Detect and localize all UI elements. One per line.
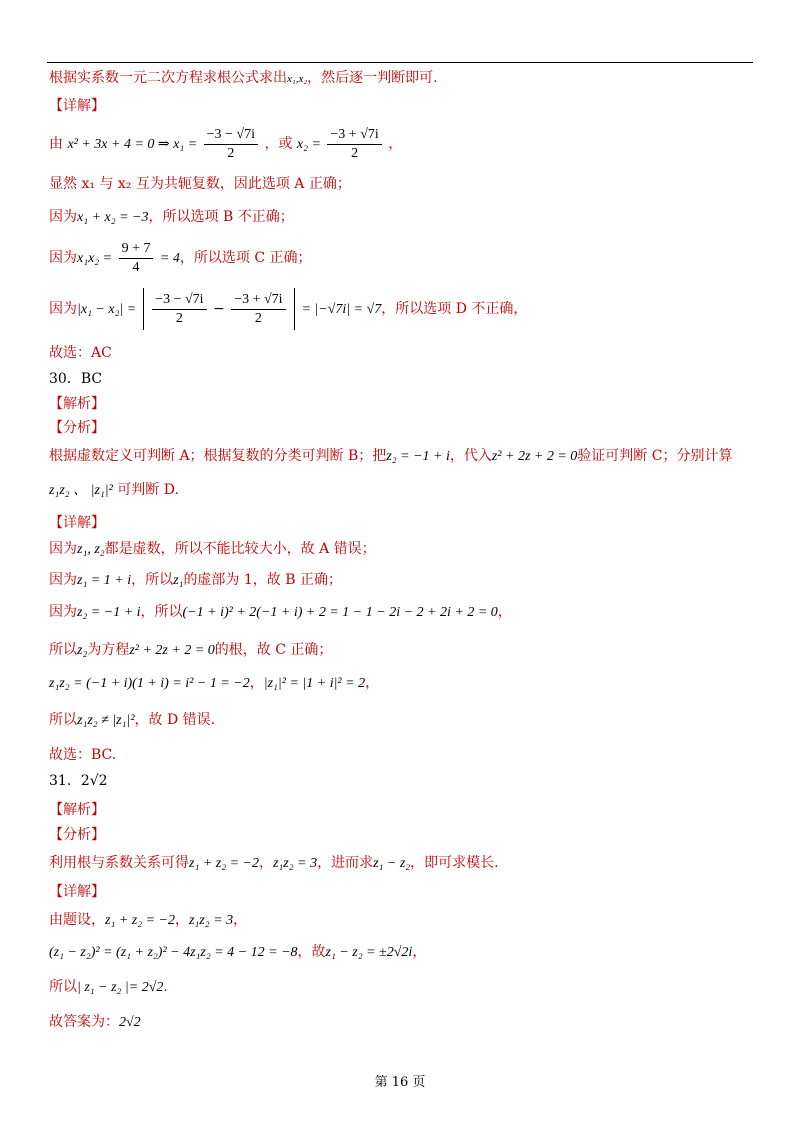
q29-analysis-tail: ，然后逐一判断即可. (307, 70, 438, 86)
q30-detail-c1-prefix: 因为 (49, 604, 77, 620)
q30-head: 30．BC (49, 371, 103, 387)
q30-detail-c2-eq: z² + 2z + 2 = 0 (129, 643, 215, 658)
q30-detail-d2-prefix: 所以 (49, 712, 77, 728)
q29-option-b (49, 207, 294, 228)
q29-option-c-lhs: x₁x₂ = (77, 251, 113, 266)
q30-detail-a-tail: 都是虚数，所以不能比较大小，故 A 错误； (104, 541, 376, 557)
q31-detail-line1 (49, 910, 247, 931)
q30-jiexi-label: 【解析】 (49, 396, 105, 412)
q29-analysis-line (49, 68, 438, 89)
q29-roots-mid: ，或 (264, 136, 293, 152)
q30-detail-c1-calc: (−1 + i)² + 2(−1 + i) + 2 = 1 − 1 − 2i − 2 + 2i + 2 = 0 (182, 605, 498, 620)
q29-root2-fraction (327, 126, 381, 163)
q30-detail-c1 (49, 602, 512, 623)
q31-answer-value: 2√2 (119, 1015, 141, 1030)
q29-analysis-text: 根据实系数一元二次方程求根公式求出 (49, 70, 287, 86)
q31-detail-line2-end: ， (412, 944, 427, 960)
q30-detail-a (49, 539, 376, 560)
q31-answer-prefix: 故答案为： (49, 1014, 119, 1030)
abs-bar-left (143, 288, 144, 330)
q29-root2-num: −3 + √7i (327, 126, 381, 145)
q31-fenxi-label: 【分析】 (49, 827, 105, 843)
q30-detail-c2-prefix: 所以 (49, 642, 77, 658)
q30-answer: 故选：BC. (49, 747, 117, 763)
q30-analysis-eq1: z₂ = −1 + i (386, 449, 450, 464)
q30-detail-d2-tail: ，故 D 错误. (134, 712, 216, 728)
q29-option-b-eq: x₁ + x₂ = −3 (77, 210, 149, 225)
q31-detail-line1-eq2: z₁z₂ = 3 (188, 913, 234, 928)
q31-analysis-text: 利用根与系数关系可得 (49, 855, 189, 871)
q29-option-a: 显然 x₁ 与 x₂ 互为共轭复数，因此选项 A 正确； (49, 176, 351, 192)
q29-roots-line (49, 124, 402, 165)
q31-detail-line1-prefix: 由题设， (49, 912, 105, 928)
q30-detail-d1-end: ， (365, 675, 380, 691)
q30-detail-b-tail: 的虚部为 1，故 B 正确； (183, 572, 342, 588)
q29-option-d (49, 286, 527, 333)
q30-detail-c2-var: z₂ (77, 643, 88, 658)
q31-detail-line3-end: . (163, 979, 168, 995)
q31-analysis-mid: ， (258, 855, 273, 871)
q31-analysis-eq2: z₁z₂ = 3 (272, 856, 318, 871)
q30-analysis-mid: ，代入 (449, 448, 492, 464)
q30-analysis-eq2: z² + 2z + 2 = 0 (491, 449, 578, 464)
q30-detail-d2-eq: z₁z₂ ≠ |z₁|² (77, 713, 135, 728)
q31-answer (49, 1012, 141, 1033)
q31-head: 31．2√2 (49, 773, 108, 789)
q29-option-c-num: 9 + 7 (119, 240, 154, 259)
q30-detail-d1-calc2: |z₁|² = |1 + i|² = 2 (263, 676, 366, 691)
q31-analysis-line (49, 853, 499, 874)
q31-detail-line1-end: ， (233, 912, 248, 928)
header-rule (47, 62, 753, 63)
q29-option-d-num1: −3 − √7i (152, 291, 206, 310)
q31-detail-line2 (49, 942, 426, 963)
q30-detail-c2-tail: 的根，故 C 正确； (214, 642, 333, 658)
q30-detail-c1-end: ， (497, 604, 512, 620)
q30-detail-c1-mid: ，所以 (140, 604, 183, 620)
q29-option-d-den1: 2 (175, 310, 183, 326)
q29-root1-fraction (204, 126, 258, 163)
q31-analysis-eq1: z₁ + z₂ = −2 (189, 856, 259, 871)
q30-detail-b-var: z₁ (173, 573, 184, 588)
q30-detail-a-vars: z₁, z₂ (77, 542, 105, 557)
q29-option-b-prefix: 因为 (49, 209, 77, 225)
q29-root2-den: 2 (351, 145, 359, 161)
q29-option-b-tail: ，所以选项 B 不正确； (148, 209, 294, 225)
q29-option-d-lhs: |x₁ − x₂| = (77, 302, 137, 317)
q29-roots-eq: x² + 3x + 4 = 0 ⇒ x₁ = (67, 137, 198, 152)
q30-detail-d2 (49, 710, 215, 731)
q29-option-d-tail: ，所以选项 D 不正确， (381, 301, 528, 317)
q30-detail-c1-eq: z₂ = −1 + i (77, 605, 141, 620)
q31-detail-line1-eq1: z₁ + z₂ = −2 (105, 913, 175, 928)
q29-option-c (49, 238, 312, 279)
q30-detail-b-prefix: 因为 (49, 572, 77, 588)
q30-detail-b-mid: ，所以 (131, 572, 174, 588)
q31-analysis-eq3: z₁ − z₂ (373, 856, 411, 871)
q29-option-d-num2: −3 + √7i (231, 291, 285, 310)
q30-detail-a-prefix: 因为 (49, 541, 77, 557)
q29-option-c-den: 4 (132, 259, 140, 275)
q29-root1-den: 2 (227, 145, 235, 161)
abs-bar-right (294, 288, 295, 330)
q31-jiexi-label: 【解析】 (49, 802, 105, 818)
q29-option-d-den2: 2 (254, 310, 262, 326)
q29-answer: 故选：AC (49, 345, 112, 361)
q31-detail-line3-prefix: 所以 (49, 979, 77, 995)
q29-option-c-rhs: = 4 (159, 251, 180, 266)
q30-analysis-tail2: 可判断 D. (117, 482, 179, 498)
q31-detail-line2-calc: (z₁ − z₂)² = (z₁ + z₂)² − 4z₁z₂ = 4 − 12 = −8 (49, 945, 298, 960)
q31-detail-label: 【详解】 (49, 884, 105, 900)
q30-fenxi-label: 【分析】 (49, 420, 105, 436)
q30-detail-b-eq: z₁ = 1 + i (77, 573, 132, 588)
q30-detail-d1-calc1: z₁z₂ = (−1 + i)(1 + i) = i² − 1 = −2 (49, 676, 250, 691)
q31-detail-line2-mid: ，故 (297, 944, 326, 960)
q29-option-d-frac1 (152, 291, 206, 328)
q30-detail-d1 (49, 673, 379, 694)
q31-detail-line3 (49, 977, 168, 998)
q30-analysis-text: 根据虚数定义可判断 A；根据复数的分类可判断 B；把 (49, 448, 387, 464)
q29-roots-end: ， (388, 136, 403, 152)
q29-analysis-vars: x₁,x₂ (287, 73, 308, 85)
q29-option-c-prefix: 因为 (49, 250, 77, 266)
q29-detail-label: 【详解】 (49, 98, 105, 114)
q29-roots-prefix: 由 (49, 136, 63, 152)
q31-detail-line3-eq: | z₁ − z₂ |= 2√2 (77, 980, 164, 995)
q29-option-d-prefix: 因为 (49, 301, 77, 317)
q29-option-d-frac2 (231, 291, 285, 328)
q30-detail-label: 【详解】 (49, 515, 105, 531)
q29-root2-lhs: x₂ = (296, 137, 321, 152)
q30-detail-c2 (49, 640, 332, 661)
q30-analysis-line2 (49, 480, 179, 501)
q29-option-d-rhs: = |−√7i| = √7 (301, 302, 382, 317)
q31-detail-line1-mid: ， (174, 912, 189, 928)
q30-detail-d1-mid: ， (249, 675, 264, 691)
q29-option-c-fraction (119, 240, 154, 277)
q30-analysis-tail: 验证可判断 C；分别计算 (577, 448, 733, 464)
q29-option-c-tail: ，所以选项 C 正确； (179, 250, 312, 266)
q31-analysis-mid2: ，进而求 (317, 855, 374, 871)
q30-detail-c2-mid: 为方程 (87, 642, 130, 658)
q29-root1-num: −3 − √7i (204, 126, 258, 145)
page-footer: 第 16 页 (374, 1075, 426, 1090)
q30-analysis-line1 (49, 446, 732, 467)
q30-detail-b (49, 570, 342, 591)
q29-option-d-minus: − (213, 301, 225, 317)
q31-detail-line2-eq: z₁ − z₂ = ±2√2i (325, 945, 413, 960)
q30-analysis-eq3: z₁z₂ 、 |z₁|² (49, 483, 113, 498)
q31-analysis-tail: ，即可求模长. (410, 855, 499, 871)
